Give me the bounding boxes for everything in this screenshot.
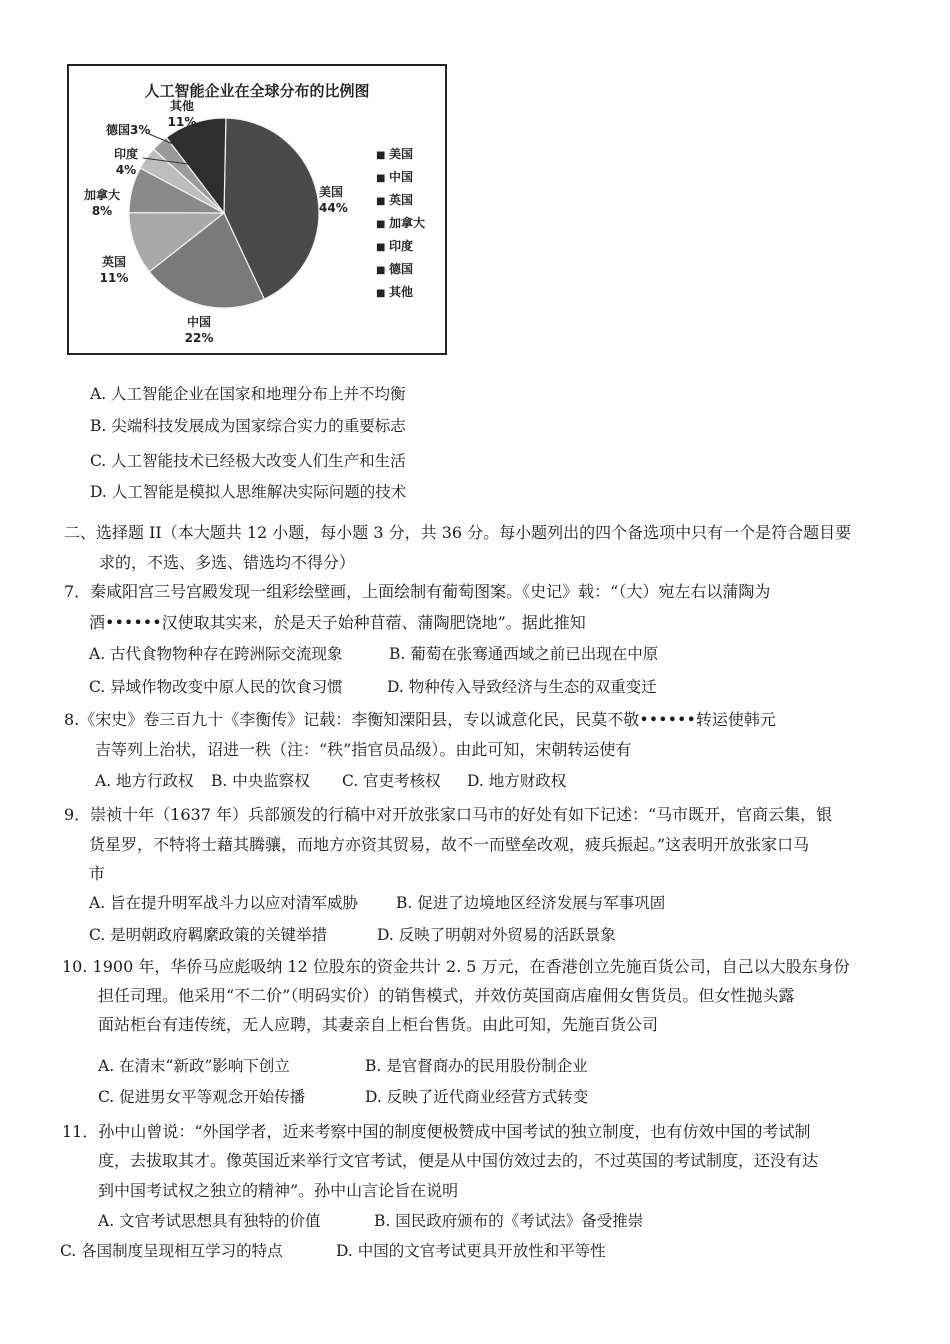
q9-stem: 9．崇祯十年（1637 年）兵部颁发的行稿中对开放张家口马市的好处有如下记述：“马市既开，官商云集，银 (64, 805, 833, 824)
pie-label-name-1: 中国 (186, 315, 212, 329)
pie-label-name-0: 美国 (319, 185, 344, 199)
legend-marker-5: ■ (376, 265, 386, 276)
legend-item-0: 美国 (389, 147, 414, 161)
legend-item-5: 德国 (389, 262, 414, 276)
chart-title: 人工智能企业在全球分布的比例图 (144, 82, 370, 100)
q7-option-c: C. 异域作物改变中原人民的饮食习惯 (89, 678, 343, 696)
pie-legend (376, 146, 425, 299)
pie-label-name-5: 德国3% (106, 123, 151, 137)
q11-option-c: C. 各国制度呈现相互学习的特点 (60, 1242, 283, 1260)
pie-chart-figure (67, 64, 447, 355)
q10-stem: 10. 1900 年，华侨马应彪吸纳 12 位股东的资金共计 2. 5 万元，在香港创立先施百货公司，自己以大股东身份 (62, 957, 850, 976)
q8-option-c: C. 官吏考核权 (342, 772, 441, 790)
pie-label-name-2: 英国 (101, 255, 127, 269)
q6-option-c: C. 人工智能技术已经极大改变人们生产和生活 (90, 452, 406, 470)
q8-option-b: B. 中央监察权 (211, 772, 310, 790)
legend-marker-2: ■ (376, 196, 386, 207)
q10-stem-end: 面站柜台有违传统，无人应聘，其妻亲自上柜台售货。由此可知，先施百货公司 (98, 1015, 659, 1034)
pie-label-pct-2: 11% (99, 271, 129, 285)
legend-marker-0: ■ (376, 150, 386, 161)
q9-option-c: C. 是明朝政府羁縻政策的关键举措 (89, 926, 328, 944)
pie-slices (129, 118, 319, 308)
q10-option-a: A. 在清末“新政”影响下创立 (98, 1057, 290, 1075)
legend-marker-4: ■ (376, 242, 386, 253)
q9-option-d: D. 反映了明朝对外贸易的活跃景象 (377, 926, 616, 944)
q7-stem-cont: 酒••••••汉使取其实来，於是天子始种苜蓿、蒲陶肥饶地”。据此推知 (89, 613, 586, 632)
pie-label-pct-6: 11% (167, 115, 197, 129)
q8-stem-cont: 吉等列上治状，诏进一秩（注：“秩”指官员品级）。由此可知，宋朝转运使有 (95, 740, 632, 759)
pie-label-pct-3: 8% (91, 204, 113, 218)
q9-option-b: B. 促进了边境地区经济发展与军事巩固 (396, 894, 666, 912)
legend-marker-3: ■ (376, 219, 386, 230)
q10-option-d: D. 反映了近代商业经营方式转变 (365, 1088, 589, 1106)
q6-option-a: A. 人工智能企业在国家和地理分布上并不均衡 (90, 385, 406, 403)
legend-marker-6: ■ (376, 288, 386, 299)
q11-option-a: A. 文官考试思想具有独特的价值 (98, 1212, 321, 1230)
q10-option-b: B. 是官督商办的民用股份制企业 (365, 1057, 588, 1075)
pie-label-pct-0: 44% (319, 201, 348, 215)
q6-option-d: D. 人工智能是模拟人思维解决实际问题的技术 (90, 483, 407, 501)
q7-stem: 7．秦咸阳宫三号宫殿发现一组彩绘壁画，上面绘制有葡萄图案。《史记》载：“（大）宛左右以蒲陶为 (64, 582, 771, 601)
q11-option-d: D. 中国的文官考试更具开放性和平等性 (336, 1242, 606, 1260)
section2-heading-cont: 求的，不选、多选、错选均不得分） (99, 553, 356, 572)
q9-option-a: A. 旨在提升明军战斗力以应对清军威胁 (89, 894, 359, 912)
q6-option-b: B. 尖端科技发展成为国家综合实力的重要标志 (90, 417, 406, 435)
q7-option-a: A. 古代食物物种存在跨洲际交流现象 (89, 645, 343, 663)
pie-label-name-3: 加拿大 (83, 188, 121, 202)
q10-option-c: C. 促进男女平等观念开始传播 (98, 1088, 306, 1106)
legend-item-4: 印度 (389, 239, 414, 253)
pie-label-name-4: 印度 (113, 147, 139, 161)
q8-stem: 8.《宋史》卷三百九十《李衡传》记载：李衡知溧阳县，专以诚意化民，民莫不敬••••••转运使韩元 (64, 710, 776, 729)
q11-stem-end: 到中国考试权之独立的精神”。孙中山言论旨在说明 (98, 1181, 459, 1200)
q7-option-b: B. 葡萄在张骞通西域之前已出现在中原 (389, 645, 659, 663)
legend-marker-1: ■ (376, 173, 386, 184)
q8-option-d: D. 地方财政权 (467, 772, 567, 790)
q11-option-b: B. 国民政府颁布的《考试法》备受推崇 (374, 1212, 644, 1230)
q11-stem-cont: 度，去拔取其才。像英国近来举行文官考试，便是从中国仿效过去的，不过英国的考试制度，还没有达 (98, 1151, 819, 1170)
pie-label-pct-4: 4% (115, 163, 137, 177)
pie-chart-svg (69, 66, 445, 353)
q10-stem-cont: 担任司理。他采用“不二价”（明码实价）的销售模式，并效仿英国商店雇佣女售货员。但女性抛头露 (98, 986, 795, 1005)
section2-heading: 二、选择题 II（本大题共 12 小题，每小题 3 分，共 36 分。每小题列出的四个备选项中只有一个是符合题目要 (64, 523, 852, 542)
legend-item-6: 其他 (389, 285, 414, 299)
pie-label-name-6: 其他 (169, 99, 195, 113)
q9-stem-end: 市 (89, 864, 106, 883)
legend-item-3: 加拿大 (389, 216, 426, 230)
legend-item-1: 中国 (389, 170, 414, 184)
q11-stem: 11．孙中山曾说：“外国学者，近来考察中国的制度便极赞成中国考试的独立制度，也有仿效中国的考试制 (62, 1122, 811, 1141)
q7-option-d: D. 物种传入导致经济与生态的双重变迁 (387, 678, 657, 696)
q9-stem-cont: 货星罗，不特将士藉其腾骧，而地方亦资其贸易，故不一而壁垒改观，疲兵振起。”这表明开放张家口马 (89, 835, 810, 854)
pie-label-pct-1: 22% (184, 331, 214, 345)
legend-item-2: 英国 (389, 193, 414, 207)
q8-option-a: A. 地方行政权 (95, 772, 194, 790)
